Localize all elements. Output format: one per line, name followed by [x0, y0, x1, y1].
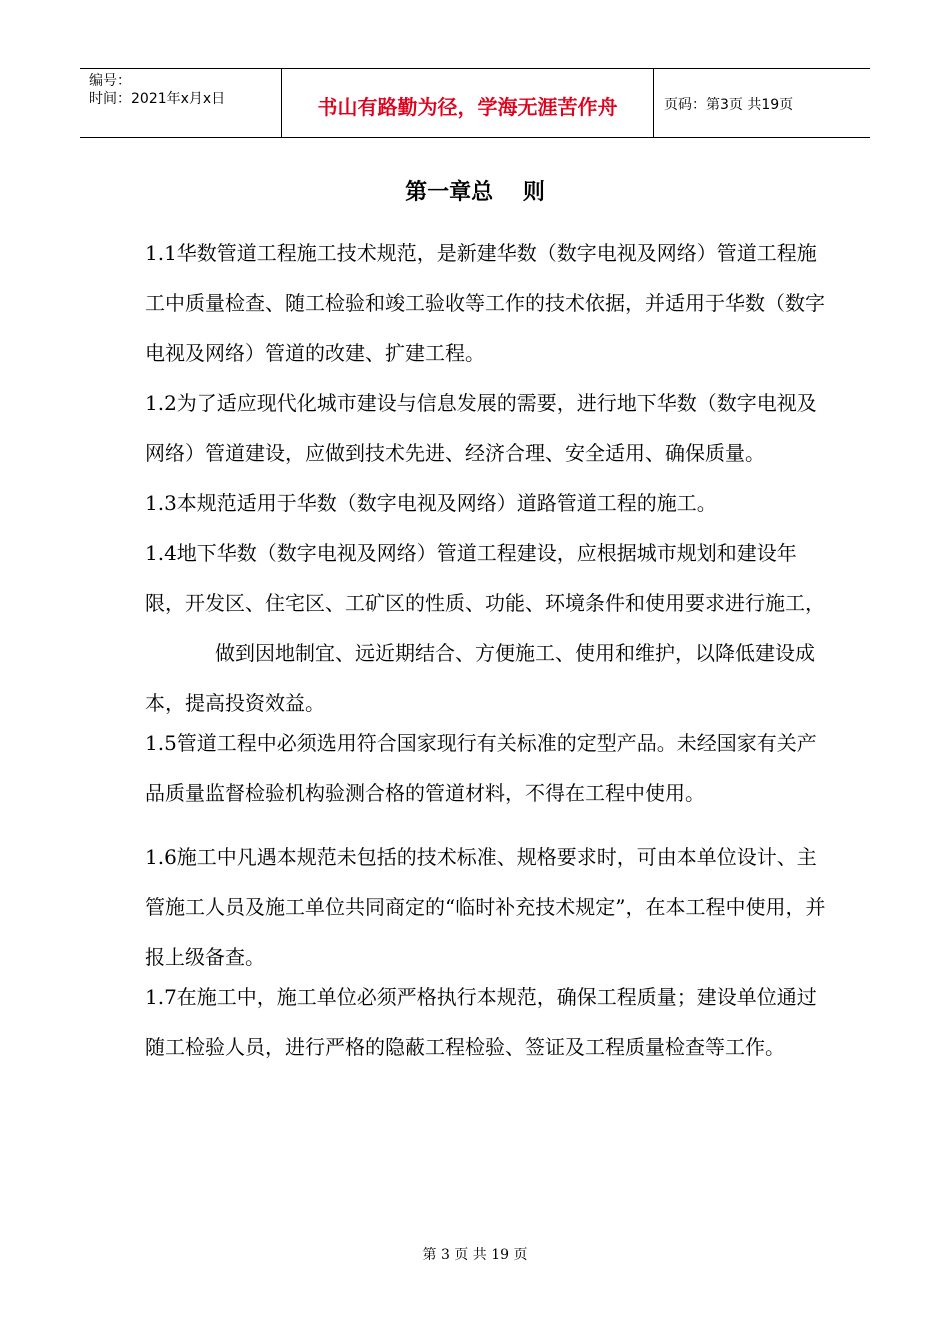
clause-1-5: 1.5管道工程中必须选用符合国家现行有关标准的定型产品。未经国家有关产品质量监督检验机构验测合格的管道材料，不得在工程中使用。	[145, 731, 817, 805]
document-date: 时间：2021年x月x日	[89, 91, 226, 107]
header-motto: 书山有路勤为径，学海无涯苦作舟	[282, 69, 654, 137]
page-footer: 第 3 页 共 19 页	[422, 1247, 528, 1263]
header-meta	[80, 69, 282, 137]
clause-1-4-part-1: 1.4地下华数（数字电视及网络）管道工程建设，应根据城市规划和建设年限，开发区、住宅区、工矿区的性质、功能、环境条件和使用要求进行施工，	[145, 541, 825, 615]
chapter-title: 第一章总 则	[405, 180, 545, 205]
clause-1-2: 1.2为了适应现代化城市建设与信息发展的需要，进行地下华数（数字电视及网络）管道建设，应做到技术先进、经济合理、安全适用、确保质量。	[145, 391, 817, 465]
clause-1-7: 1.7在施工中，施工单位必须严格执行本规范，确保工程质量；建设单位通过随工检验人员，进行严格的隐蔽工程检验、签证及工程质量检查等工作。	[145, 985, 817, 1059]
document-header	[80, 68, 870, 138]
clause-1-3: 1.3本规范适用于华数（数字电视及网络）道路管道工程的施工。	[145, 491, 717, 515]
clause-1-6: 1.6施工中凡遇本规范未包括的技术标准、规格要求时，可由本单位设计、主管施工人员及施工单位共同商定的“临时补充技术规定”，在本工程中使用，并报上级备查。	[145, 845, 826, 969]
document-number-label: 编号：	[89, 73, 131, 89]
clause-1-1: 1.1华数管道工程施工技术规范，是新建华数（数字电视及网络）管道工程施工中质量检查、随工检验和竣工验收等工作的技术依据，并适用于华数（数字电视及网络）管道的改建、扩建工程。	[145, 241, 825, 365]
clause-1-4-part-2: 做到因地制宜、远近期结合、方便施工、使用和维护，以降低建设成本，提高投资效益。	[145, 641, 815, 715]
header-page-info: 页码：第3页 共19页	[664, 97, 794, 113]
document-body	[145, 228, 835, 1072]
clause-1-4	[145, 528, 835, 728]
